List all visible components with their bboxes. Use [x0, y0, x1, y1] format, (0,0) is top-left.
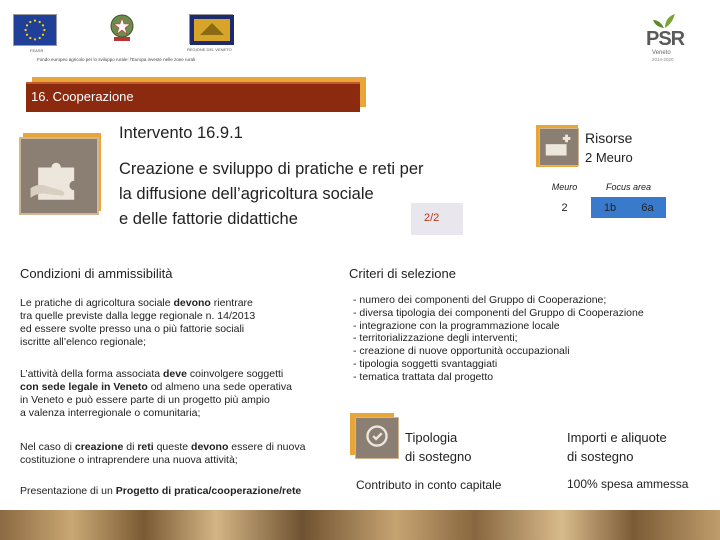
resources-amount: 2 Meuro	[585, 150, 633, 165]
cell-focus-6a: 6a	[629, 197, 666, 218]
intervention-title-line-2: la diffusione dell’agricoltura sociale	[119, 185, 374, 203]
resources-title: Risorse	[585, 130, 633, 146]
support-amount-label: Importi e aliquote di sostegno	[567, 430, 667, 464]
regione-veneto-logo	[189, 14, 233, 44]
psr-logo-text: PSR	[646, 28, 685, 50]
support-type-value: Contributo in conto capitale	[356, 478, 502, 492]
header-caption: Fondo europeo agricolo per lo sviluppo rurale: l'Europa investe nelle zone rurali	[37, 57, 195, 62]
admissibility-para-4: Presentazione di un Progetto di pratica/cooperazione/rete	[20, 485, 302, 497]
header-focus-area: Focus area	[605, 181, 652, 192]
resources-table	[538, 176, 666, 218]
criterion-item: - numero dei componenti del Gruppo di Cooperazione;	[353, 294, 607, 306]
criterion-item: - creazione di nuove opportunità occupazionali	[353, 345, 570, 358]
footer-wheat-image	[0, 510, 720, 540]
veneto-label: REGIONE DEL VENETO	[187, 47, 232, 52]
selection-title: Criteri di selezione	[349, 266, 456, 281]
criterion-item: - integrazione con la programmazione locale	[353, 319, 560, 332]
italian-republic-emblem	[108, 12, 136, 44]
banner-title: 16. Cooperazione	[31, 89, 134, 104]
eu-caption: FEASR	[30, 48, 44, 53]
selection-criteria-list	[353, 294, 644, 384]
admissibility-para-1: Le pratiche di agricoltura sociale devono rientrare tra quelle previste dalla legge regionale n. 14/2013 ed essere svolte presso una o più fattorie sociali iscritte all’elenco regionale;	[20, 297, 256, 348]
page-indicator: 2/2	[424, 212, 440, 224]
cell-focus-1b: 1b	[591, 197, 629, 218]
criterion-item: - tipologia soggetti svantaggiati	[353, 357, 498, 370]
admissibility-para-3: Nel caso di creazione di reti queste devono essere di nuova costituzione o intraprendere una nuova attività;	[20, 441, 306, 466]
eu-flag-logo	[13, 14, 57, 46]
intervention-title-line-1: Creazione e sviluppo di pratiche e reti per	[119, 160, 424, 178]
criterion-item: - tematica trattata dal progetto	[353, 370, 494, 383]
support-hand-icon	[355, 417, 399, 459]
header-meuro: Meuro	[538, 176, 591, 197]
psr-region: Veneto	[652, 50, 671, 56]
resources-icon	[539, 128, 579, 166]
support-amount-value: 100% spesa ammessa	[567, 477, 689, 491]
admissibility-title: Condizioni di ammissibilità	[20, 266, 173, 281]
criterion-item: - diversa tipologia dei componenti del Gruppo di Cooperazione	[353, 306, 644, 319]
criterion-item: - territorializzazione degli interventi;	[353, 332, 518, 345]
cell-meuro: 2	[538, 197, 591, 218]
psr-years: 2014-2020	[652, 57, 674, 62]
admissibility-para-2: L’attività della forma associata deve coinvolgere soggetti con sede legale in Veneto od almeno una sede operativa in Veneto e può essere parte di un progetto più ampio a valenza interregionale o comunitaria;	[20, 368, 292, 419]
support-type-label: Tipologia di sostegno	[405, 430, 472, 464]
puzzle-hand-icon	[19, 137, 99, 215]
intervention-title-line-3: e delle fattorie didattiche	[119, 210, 298, 228]
intervention-code: Intervento 16.9.1	[119, 124, 243, 142]
